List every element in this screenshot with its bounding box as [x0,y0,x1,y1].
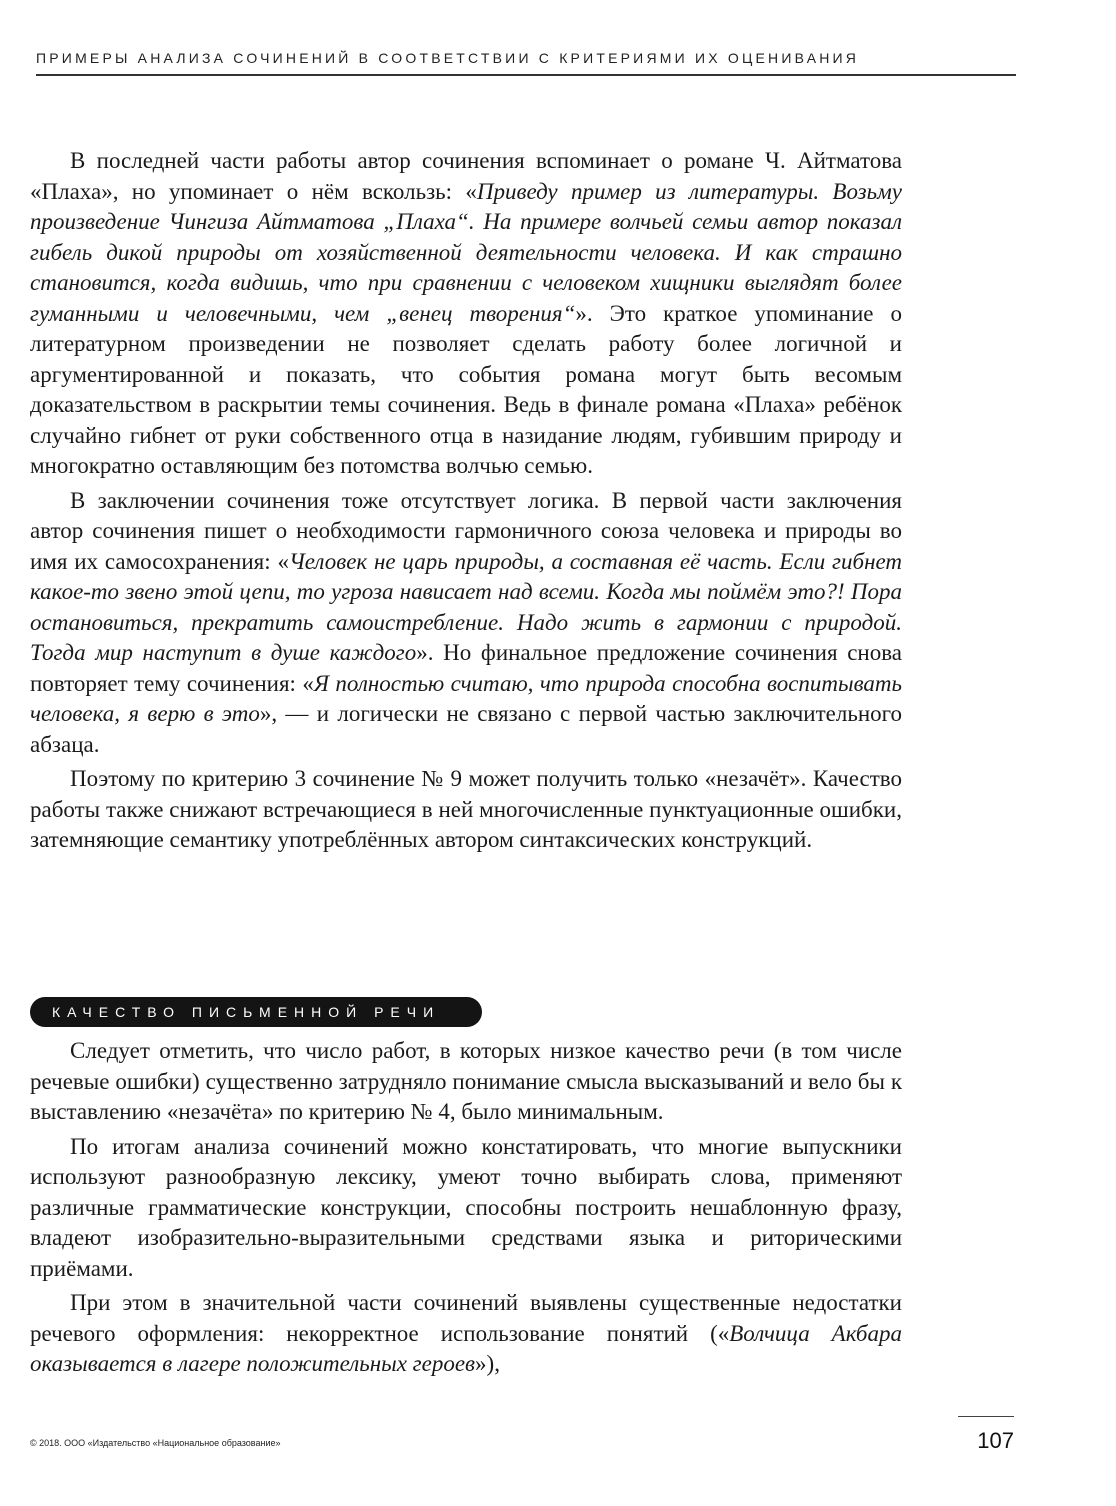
essay-quote: Волчица Акбара оказывается в лагере положительных героев [30,1320,902,1376]
text-span: », — и логически не связано с первой частью заключительного абзаца. [30,701,902,757]
paragraph-literature-example [30,146,902,482]
text-span: ». Но финальное предложение сочинения снова повторяет тему сочинения: « [30,640,902,696]
paragraph-analysis-results: По итогам анализа сочинений можно констатировать, что многие выпускники используют разнообразную лексику, умеют точно выбирать слова, применяют различные грамматические конструкции, способны построить нешаблонную фразу, владеют изобразительно-выразительными средствами языка и риторическими приёмами. [30,1133,902,1281]
footer-copyright: © 2018. ООО «Издательство «Национальное образование» [30,1438,281,1448]
text-span: ». Это краткое упоминание о литературном произведении не позволяет сделать работу более логичной и аргументированной и показать, что события романа могут быть весомым доказательством в раскрытии темы сочинения. Ведь в финале романа «Плаха» ребёнок случайно гибнет от руки собственного отца в назидание людям, губившим природу и многократно оставляющим без потомства волчью семью. [30,300,902,478]
page-number: 107 [977,1428,1014,1453]
text-span: »), [475,1351,500,1376]
footer-divider [958,1416,1014,1417]
text-span: В последней части работы автор сочинения вспоминает о романе Ч. Айтматова «Плаха», но упоминает о нём вскользь: « [30,148,902,204]
section-heading-badge: КАЧЕСТВО ПИСЬМЕННОЙ РЕЧИ [30,997,482,1027]
body-text-block [30,146,902,860]
essay-quote: Я полностью считаю, что природа способна воспитывать человека, я верю в это [30,670,903,726]
running-header: ПРИМЕРЫ АНАЛИЗА СОЧИНЕНИЙ В СООТВЕТСТВИИ С КРИТЕРИЯМИ ИХ ОЦЕНИВАНИЯ [36,50,860,66]
paragraph-criterion-3-verdict: Поэтому по критерию 3 сочинение № 9 может получить только «незачёт». Качество работы также снижают встречающиеся в ней многочисленные пунктуационные ошибки, затемняющие семантику употреблённых автором синтаксических конструкций. [30,766,902,852]
essay-quote: Приведу пример из литературы. Возьму произведение Чингиза Айтматова „Плаха“. На примере волчьей семьи автор показал гибель дикой природы от хозяйственной деятельности человека. И как страшно становится, когда видишь, что при сравнении с человеком хищники выглядят более гуманными и человечными, чем „венец творения“ [30,178,902,326]
paragraph-speech-quality: Следует отметить, что число работ, в которых низкое качество речи (в том числе речевые ошибки) существенно затрудняло понимание смысла высказываний и вело бы к выставлению «незачёта» по критерию № 4, было минимальным. [30,1038,902,1124]
section-text-block [30,1036,902,1384]
essay-quote: Человек не царь природы, а составная её часть. Если гибнет какое-то звено этой цепи, то угроза нависает над всеми. Когда мы поймём это?! Пора остановиться, прекратить самоистребление. Надо жить в гармонии с природой. Тогда мир наступит в душе каждого [30,548,902,665]
paragraph-speech-shortcomings [30,1288,902,1380]
paragraph-conclusion-logic [30,486,902,761]
text-span: В заключении сочинения тоже отсутствует логика. В первой части заключения автор сочинения пишет о необходимости гармоничного союза человека и природы во имя их самосохранения: « [30,487,902,574]
text-span: При этом в значительной части сочинений выявлены существенные недостатки речевого оформления: некорректное использование понятий (« [30,1290,902,1346]
header-divider [36,74,1016,76]
